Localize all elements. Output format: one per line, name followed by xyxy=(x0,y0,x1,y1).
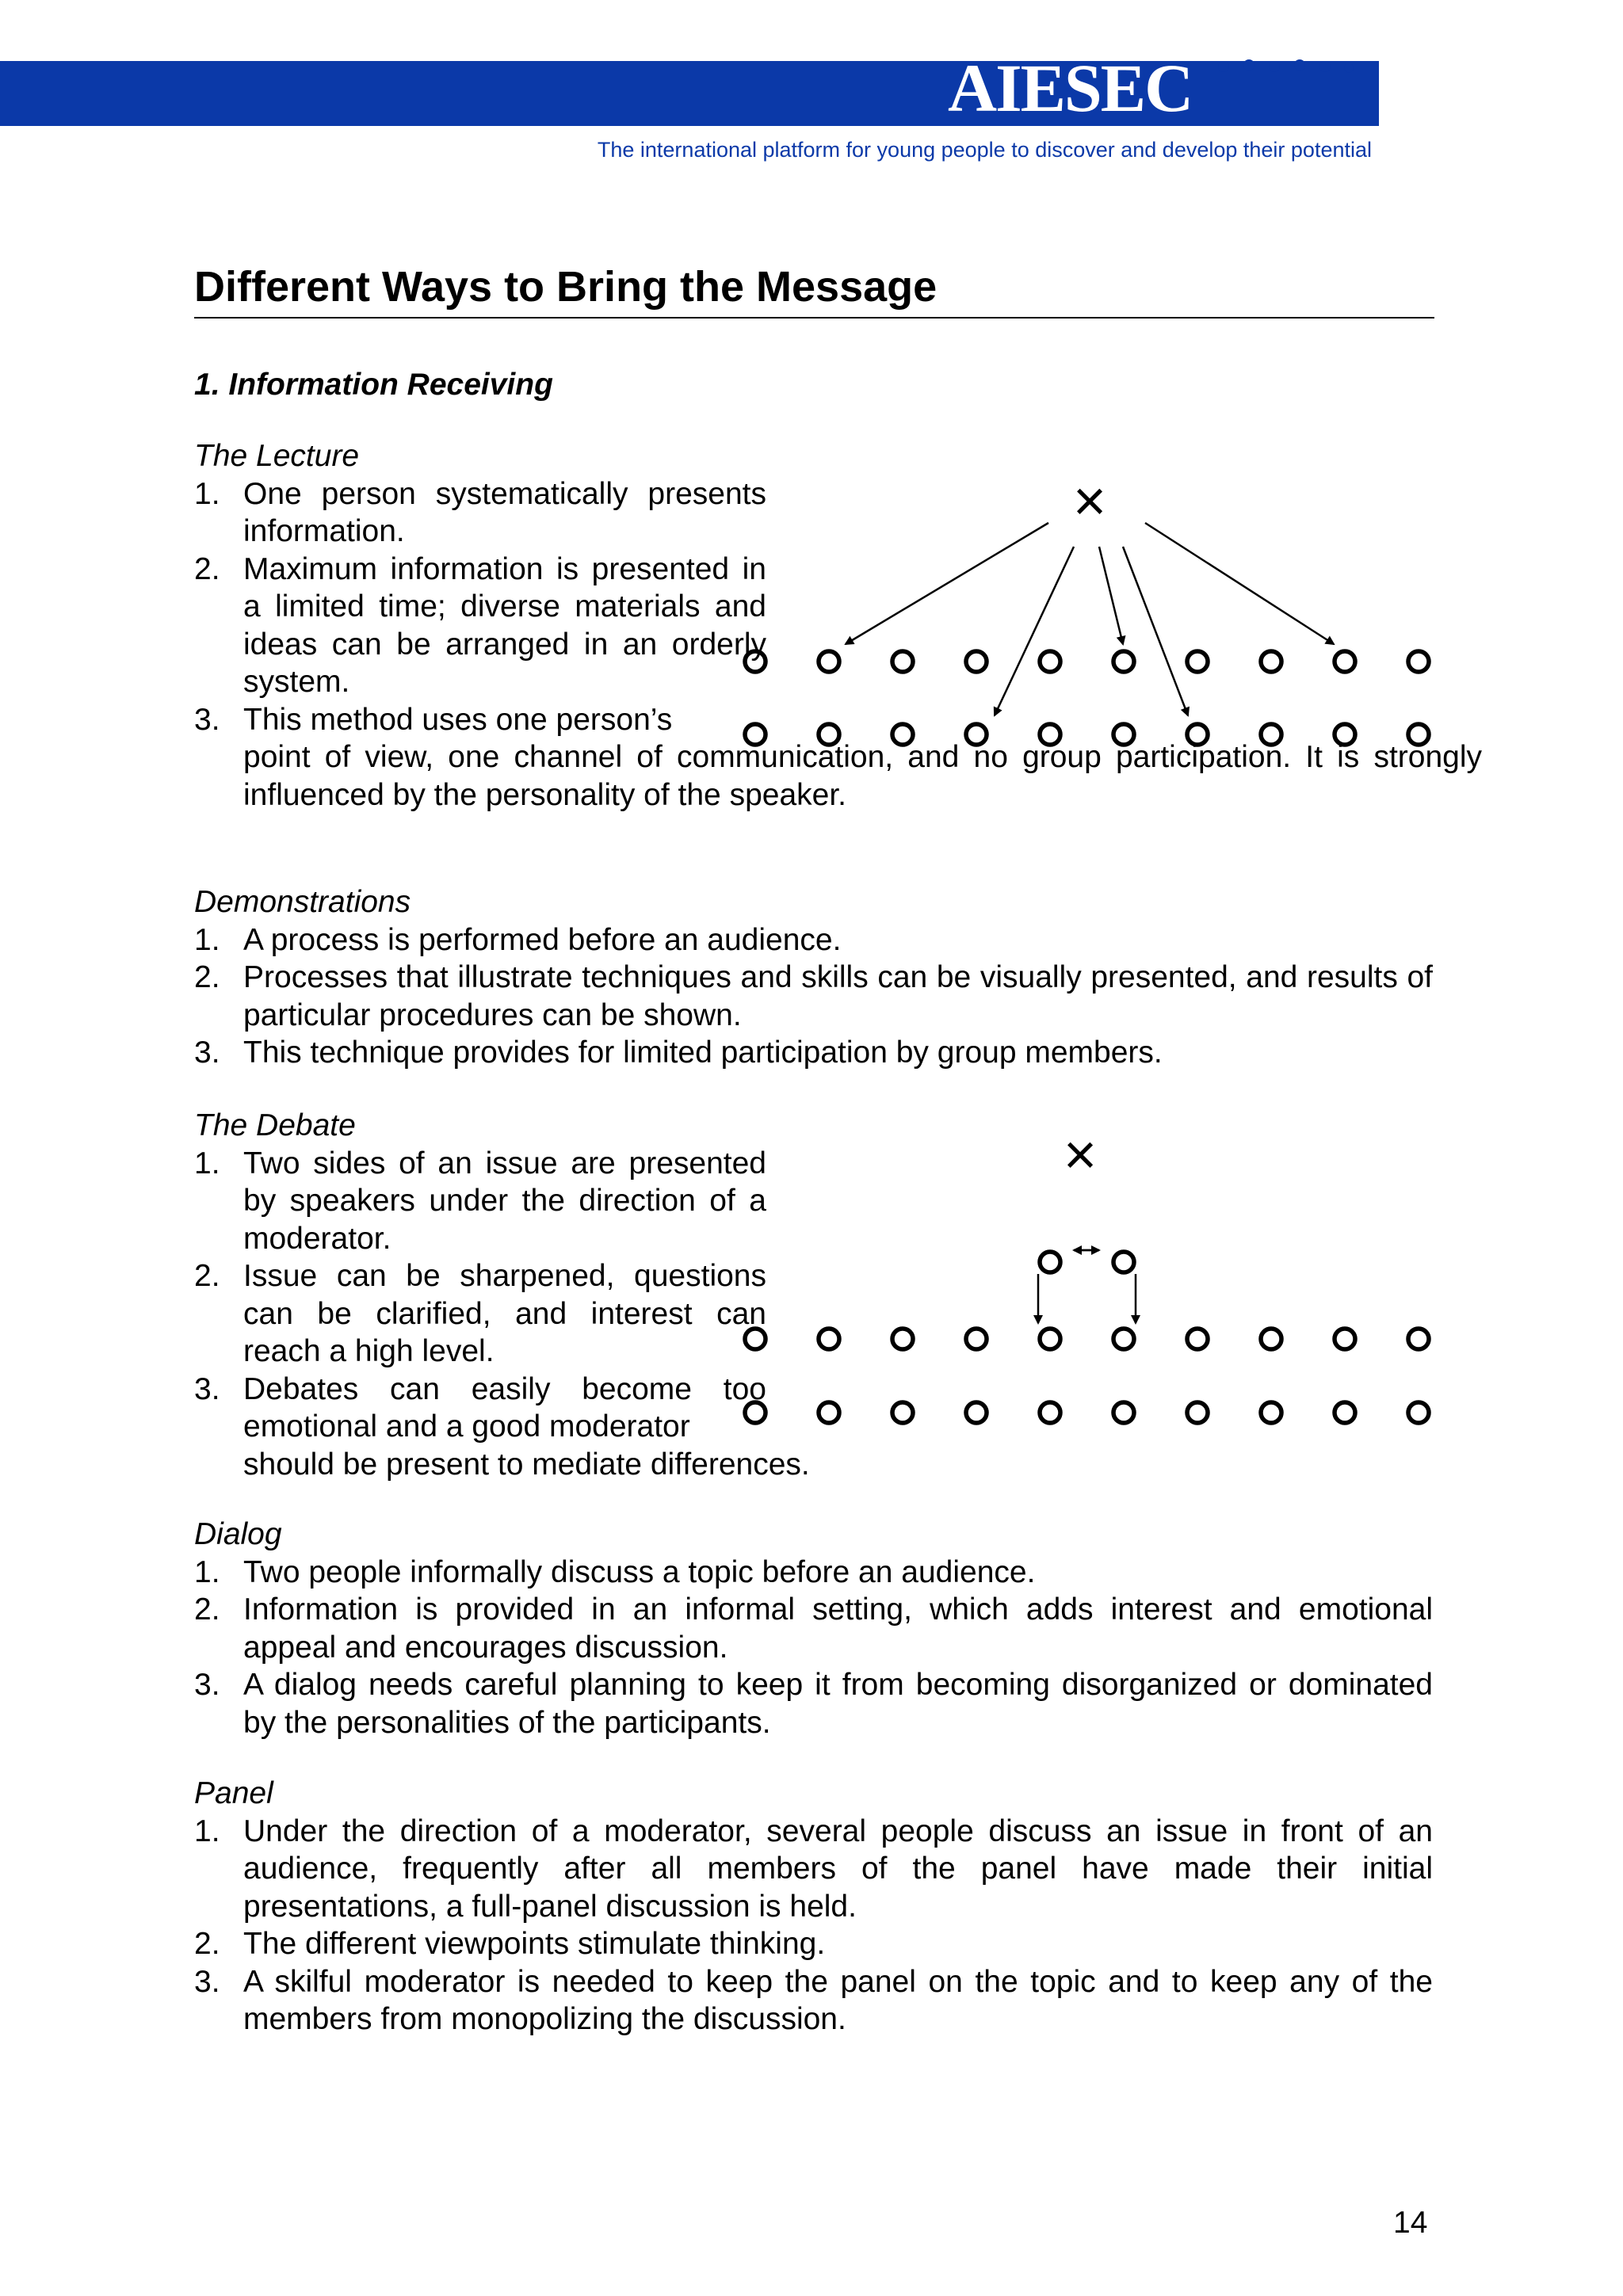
dialog-list xyxy=(194,1554,1433,1742)
list-item: 2. Processes that illustrate techniques and skills can be visually presented, and results of particular procedures can be shown. xyxy=(194,960,1433,1032)
audience-row-1 xyxy=(745,651,1429,672)
people-figures-icon xyxy=(1212,59,1371,122)
list-item: 2. The different viewpoints stimulate thinking. xyxy=(194,1927,826,1961)
list-item: 2. Maximum information is presented in a limited time; diverse materials and ideas can be arranged in an orderly system. xyxy=(194,551,766,699)
panel-section xyxy=(194,1775,1433,2039)
list-item-continuation: should be present to mediate differences. xyxy=(243,1447,810,1482)
dialog-section xyxy=(194,1516,1433,1741)
list-item: 3. This method uses one person’s xyxy=(194,702,673,737)
panel-subtitle: Panel xyxy=(194,1776,273,1810)
page-number: 14 xyxy=(1393,2206,1428,2240)
list-item: 1. One person systematically presents information. xyxy=(194,476,766,548)
section-heading: 1. Information Receiving xyxy=(194,368,553,402)
list-item: 1. Two sides of an issue are presented by speakers under the direction of a moderator. xyxy=(194,1146,766,1256)
lecture-diagram xyxy=(733,487,1446,757)
list-item: 3. A dialog needs careful planning to keep it from becoming disorganized or dominated by the personalities of the participants. xyxy=(194,1668,1433,1740)
list-item: 3. A skilful moderator is needed to keep the panel on the topic and to keep any of the members from monopolizing the discussion. xyxy=(194,1964,1433,2036)
panel-list xyxy=(194,1813,1433,2039)
speaker-marker: × xyxy=(1072,487,1107,533)
list-item: 3. This technique provides for limited participation by group members. xyxy=(194,1035,1163,1070)
list-item: 1. Two people informally discuss a topic before an audience. xyxy=(194,1554,1036,1589)
demonstrations-list xyxy=(194,921,1433,1072)
list-item: 3. Debates can easily become too emotional and a good moderator xyxy=(194,1371,766,1444)
debate-subtitle: The Debate xyxy=(194,1108,356,1142)
list-item: 1. A process is performed before an audience. xyxy=(194,922,842,957)
list-item-continuation: point of view, one channel of communication, and no group participation. It is strongly influenced by the personality of the speaker. xyxy=(243,740,1482,812)
list-item: 1. Under the direction of a moderator, several people discuss an issue in front of an audience, frequently after all members of the panel have made their initial presentations, a full-panel discussion is held. xyxy=(194,1814,1433,1924)
audience-row-2 xyxy=(745,724,1429,745)
moderator-marker: × xyxy=(1063,1133,1098,1187)
audience-row-2 xyxy=(745,1402,1429,1423)
speakers xyxy=(1040,1252,1134,1272)
list-item: 2. Information is provided in an informal setting, which adds interest and emotional appeal and encourages discussion. xyxy=(194,1592,1433,1665)
list-item: 2. Issue can be sharpened, questions can be clarified, and interest can reach a high level. xyxy=(194,1259,766,1368)
dialog-subtitle: Dialog xyxy=(194,1517,282,1551)
audience-row-1 xyxy=(745,1329,1429,1349)
demonstrations-subtitle: Demonstrations xyxy=(194,885,411,919)
lecture-subtitle: The Lecture xyxy=(194,439,360,473)
title-rule xyxy=(194,317,1434,318)
brand-logo: AIESEC xyxy=(948,50,1193,126)
tagline: The international platform for young people to discover and develop their potential xyxy=(597,138,1372,162)
demonstrations-section xyxy=(194,883,1433,1072)
page-title: Different Ways to Bring the Message xyxy=(194,263,938,311)
debate-diagram xyxy=(733,1133,1446,1426)
